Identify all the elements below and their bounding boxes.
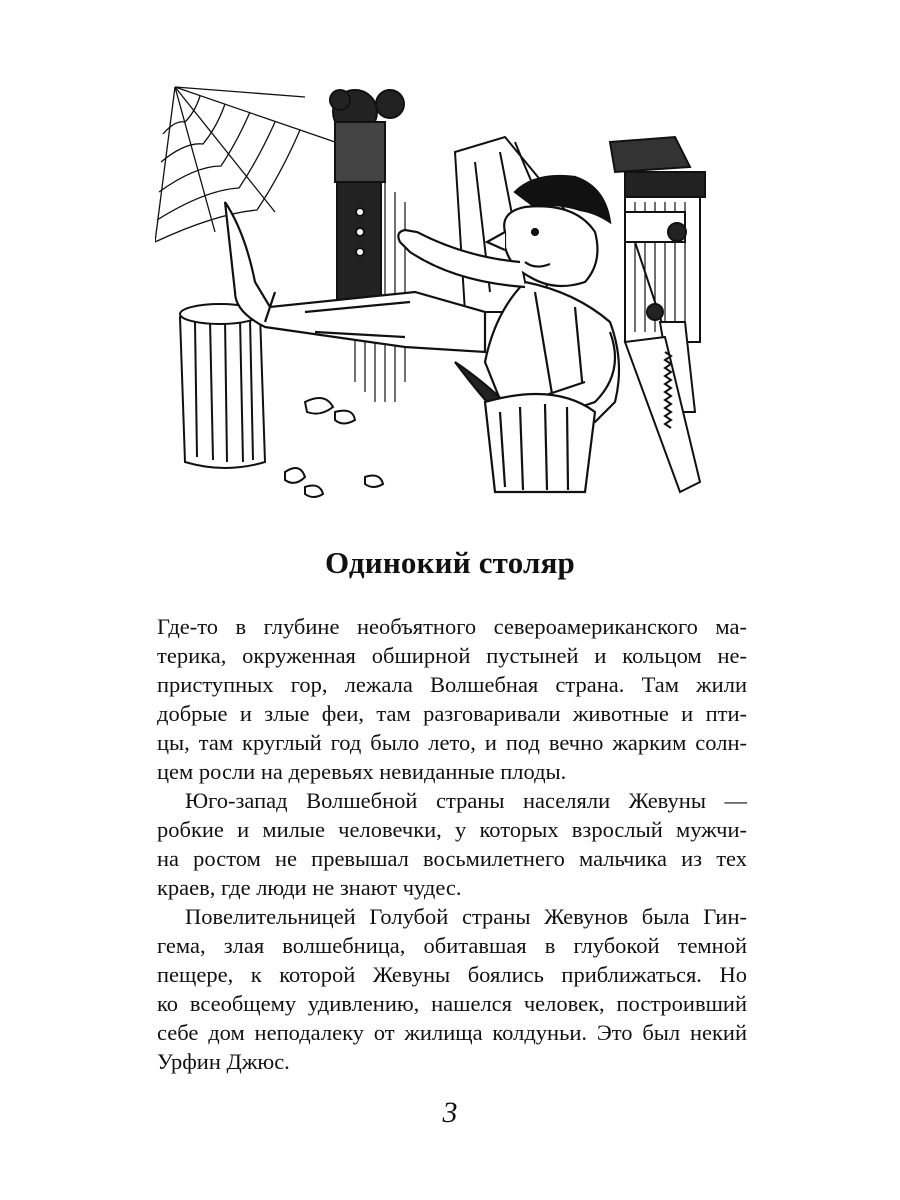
text-line: терика, окруженная обширной пустыней и кольцом не- [157, 643, 747, 668]
chapter-illustration [155, 82, 715, 502]
page-number: 3 [442, 1096, 458, 1129]
text-line: цы, там круглый год было лето, и под вечно жарким солн- [157, 730, 747, 755]
text-line: приступных гор, лежала Волшебная страна. Там жили [157, 672, 747, 697]
text-line: Где-то в глубине необъятного североамериканского ма- [157, 614, 747, 639]
text-line: краев, где люди не знают чудес. [157, 875, 462, 900]
text-line: пещере, к которой Жевуны боялись приближаться. Но [157, 962, 747, 987]
wood-chips [285, 398, 383, 497]
wooden-puppet [330, 90, 404, 302]
text-line: на ростом не превышал восьмилетнего мальчика из тех [157, 846, 747, 871]
text-line: робкие и милые человечки, у которых взрослый мужчи- [157, 817, 747, 842]
paragraph-2 [157, 786, 747, 902]
text-line: Повелительницей Голубой страны Жевунов была Гин- [185, 904, 747, 929]
text-line: себе дом неподалеку от жилища колдуньи. Это был некий [157, 1020, 747, 1045]
text-line: цем росли на деревьях невиданные плоды. [157, 759, 567, 784]
text-line: Урфин Джюс. [157, 1049, 290, 1074]
text-line: Юго-запад Волшебной страны населяли Жевуны — [185, 788, 747, 813]
chopping-stump [180, 304, 265, 468]
text-line: гема, злая волшебница, обитавшая в глубокой темной [157, 933, 747, 958]
chapter-title: Одинокий столяр [324, 545, 576, 580]
text-line: ко всеобщему удивлению, нашелся человек, построивший [157, 991, 747, 1016]
text-line: добрые и злые феи, там разговаривали животные и пти- [157, 701, 747, 726]
paragraph-1 [157, 612, 747, 786]
carpenter-illustration [155, 82, 715, 502]
paragraph-3 [157, 902, 747, 1076]
spider-web [155, 87, 335, 242]
body-text [157, 612, 747, 1076]
